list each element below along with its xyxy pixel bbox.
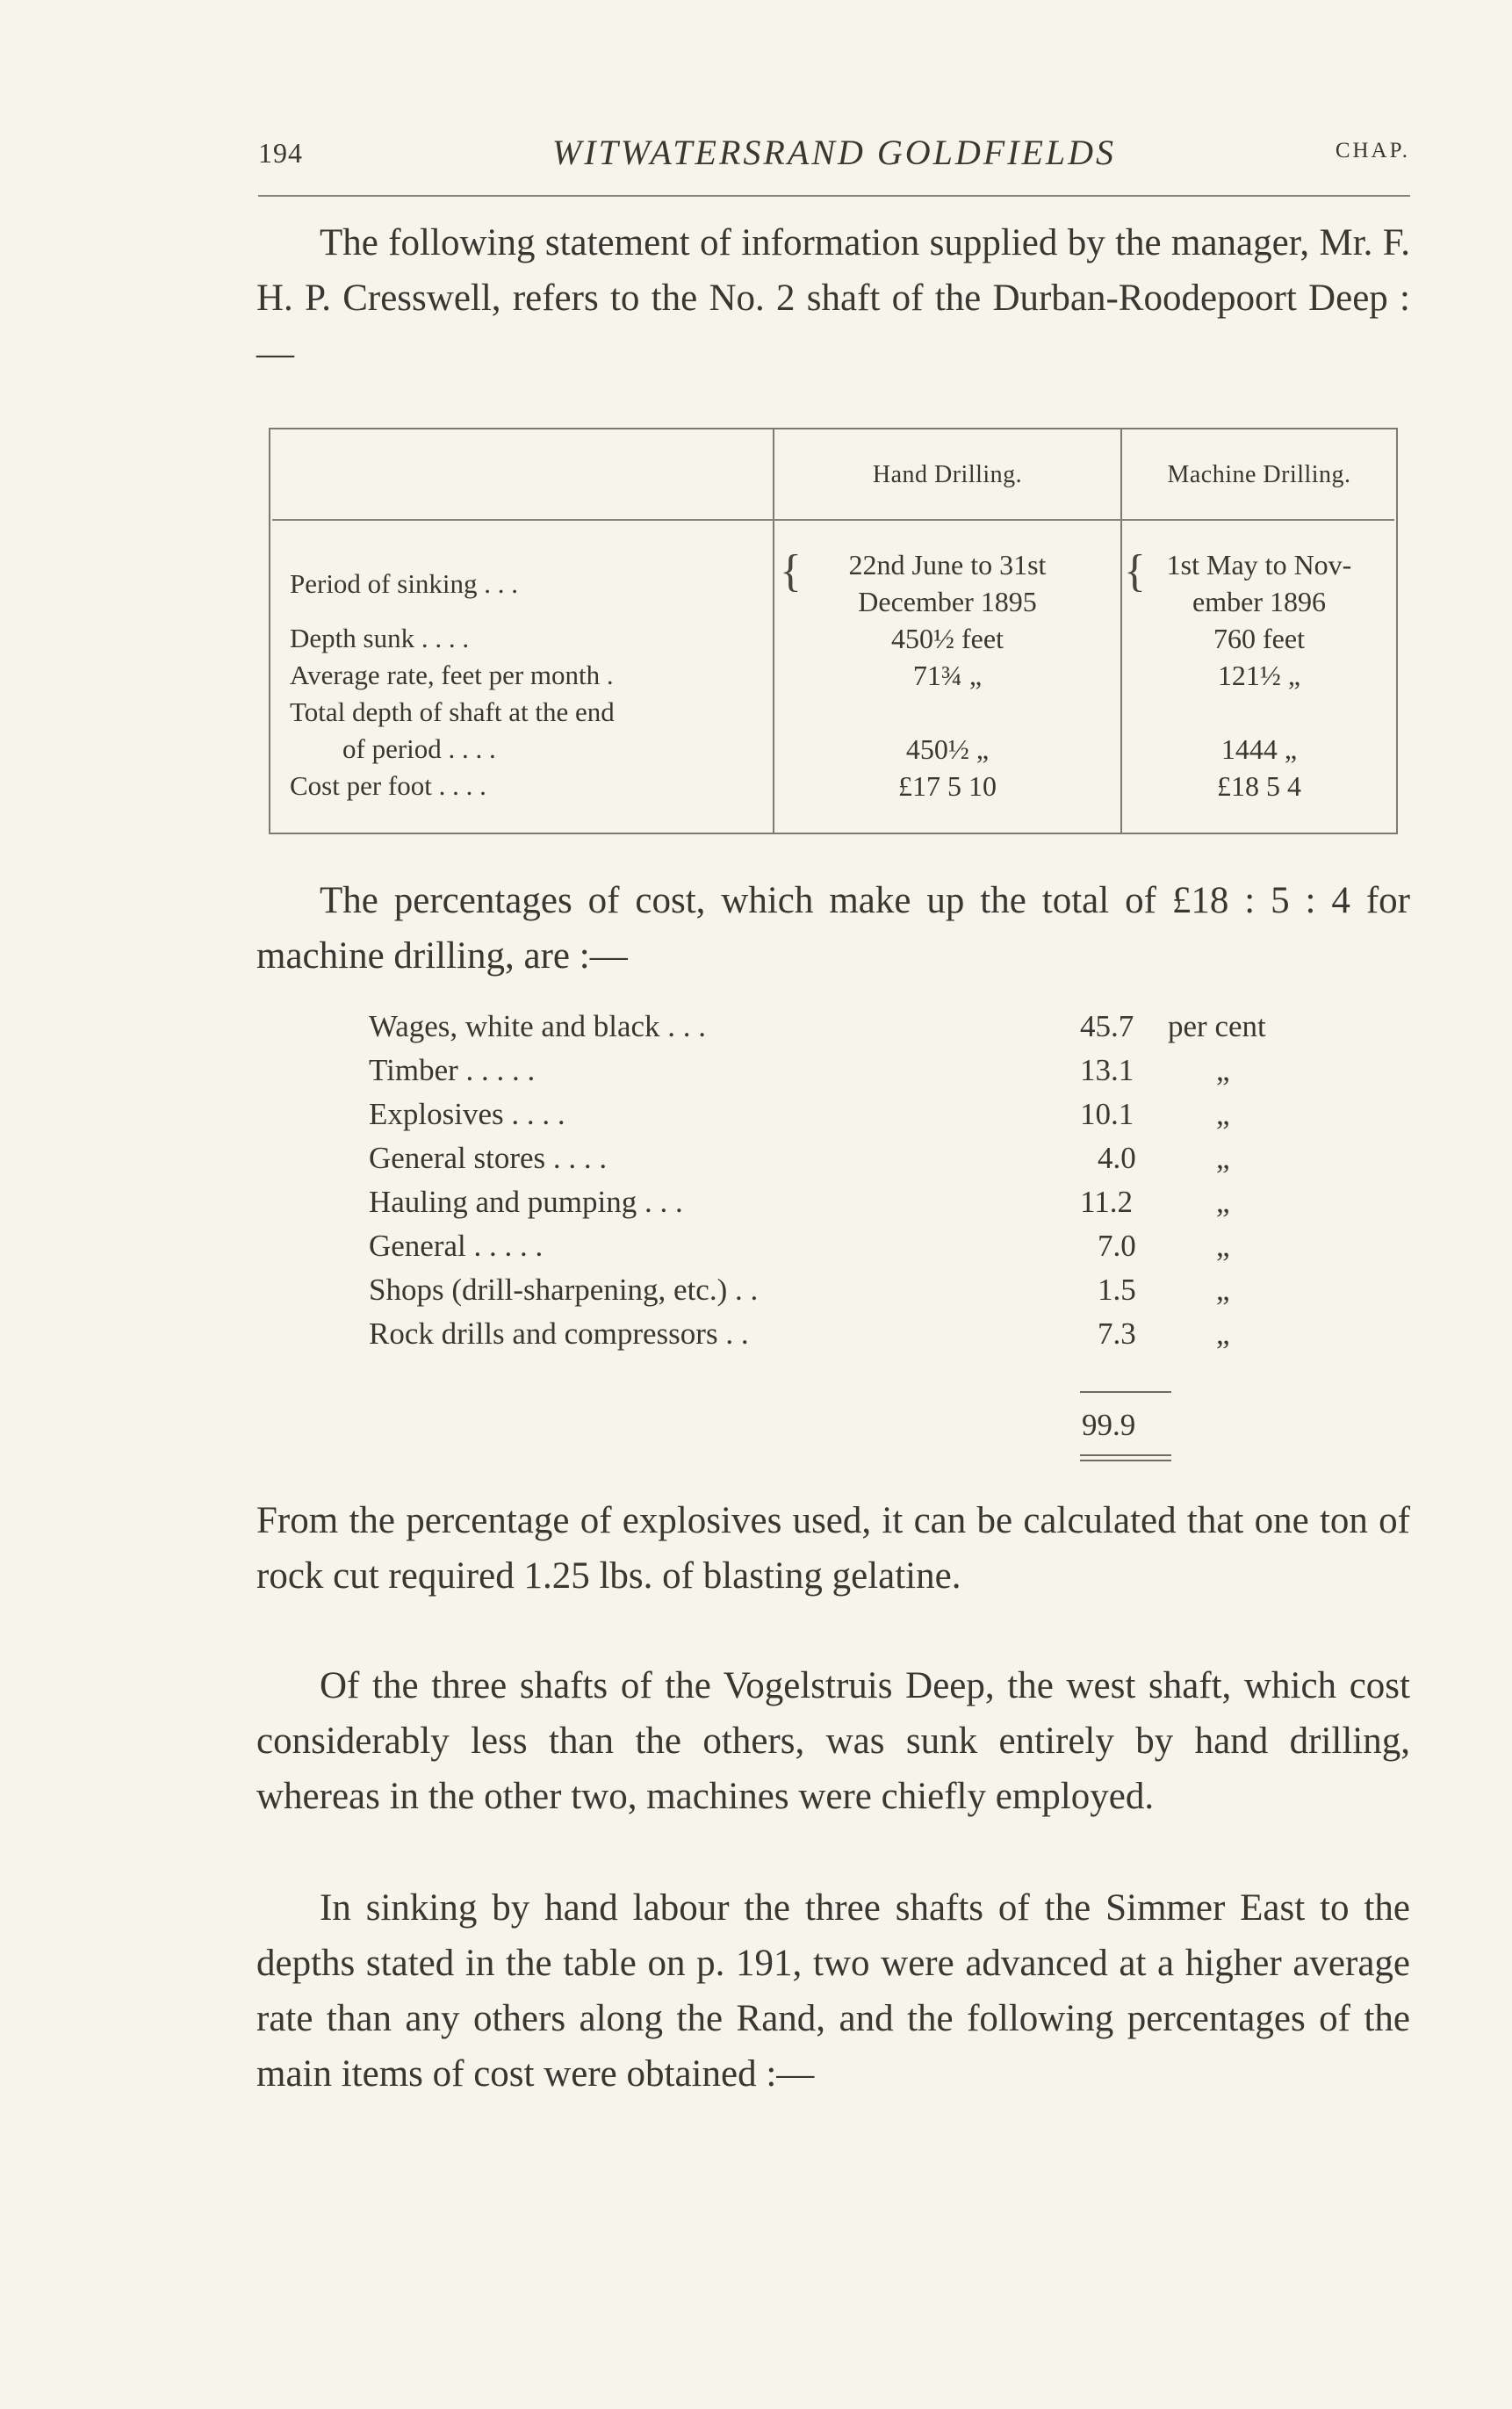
total-double-rule <box>1080 1460 1171 1461</box>
list-item <box>369 1009 1300 1053</box>
paragraph-explosives: From the percentage of explosives used, it can be calculated that one ton of rock cut required 1.25 lbs. of blasting gelatine. <box>256 1500 1410 1597</box>
item-unit: „ <box>1216 1141 1230 1175</box>
table-left-rule <box>269 428 270 834</box>
list-item <box>369 1053 1300 1097</box>
item-unit: „ <box>1216 1097 1230 1131</box>
item-unit: „ <box>1216 1053 1230 1087</box>
cell-hand-depth: 450½ feet <box>891 623 1004 654</box>
list-item <box>369 1141 1300 1185</box>
table-top-rule <box>269 428 1398 429</box>
cell-hand-cost: £17 5 10 <box>898 770 997 802</box>
cell-machine-period-line2: ember 1896 <box>1192 586 1326 617</box>
chapter-label: CHAP. <box>1335 139 1410 162</box>
table-bottom-rule <box>269 833 1398 834</box>
total-double-rule <box>1080 1454 1171 1456</box>
cell-hand-rate: 71¾ „ <box>912 660 983 691</box>
item-value: 4.0 <box>1098 1141 1136 1175</box>
brace-glyph: { <box>780 546 802 596</box>
list-item <box>369 1185 1300 1229</box>
item-label: Wages, white and black . . . <box>369 1009 707 1043</box>
item-value: 7.0 <box>1098 1229 1136 1263</box>
row-label-period: Period of sinking . . . <box>290 568 519 599</box>
table-column-divider <box>1120 428 1122 834</box>
row-label-rate: Average rate, feet per month . <box>290 660 614 690</box>
paragraph-percentages-intro: The percentages of cost, which make up the total of £18 : 5 : 4 for machine drilling, are :— <box>256 880 1410 977</box>
cell-machine-cost: £18 5 4 <box>1217 770 1301 802</box>
cell-machine-rate: 121½ „ <box>1217 660 1301 691</box>
list-item <box>369 1273 1300 1316</box>
item-label: Shops (drill-sharpening, etc.) . . <box>369 1273 759 1307</box>
brace-glyph: { <box>1124 546 1146 596</box>
total-rule <box>1080 1391 1171 1393</box>
item-value: 11.2 <box>1080 1185 1133 1219</box>
item-label: Hauling and pumping . . . <box>369 1185 683 1219</box>
item-value: 1.5 <box>1098 1273 1136 1307</box>
paragraph-vogelstruis: Of the three shafts of the Vogelstruis Deep, the west shaft, which cost considerably less than the others, was sunk entirely by hand drilling, whereas in the other two, machines were chiefly employed. <box>256 1665 1410 1817</box>
item-label: Timber . . . . . <box>369 1053 536 1087</box>
paragraph-intro: The following statement of information supplied by the manager, Mr. F. H. P. Cresswell, refers to the No. 2 shaft of the Durban-Roodepoort Deep :— <box>256 222 1410 374</box>
item-unit: „ <box>1216 1185 1230 1219</box>
running-head <box>258 132 1410 176</box>
item-value: 13.1 <box>1080 1053 1134 1087</box>
cell-hand-period-line2: December 1895 <box>858 586 1037 617</box>
table-column-divider <box>773 428 774 834</box>
item-label: General stores . . . . <box>369 1141 608 1175</box>
cell-machine-total-depth: 1444 „ <box>1220 733 1298 765</box>
list-item <box>369 1097 1300 1141</box>
item-unit: „ <box>1216 1273 1230 1307</box>
column-header-hand-drilling: Hand Drilling. <box>872 461 1023 488</box>
item-value: 7.3 <box>1098 1316 1136 1351</box>
paragraph-simmer-east: In sinking by hand labour the three shafts of the Simmer East to the depths stated in the table on p. 191, two were advanced at a higher average rate than any others along the Rand, and the following percentages of the main items of cost were obtained :— <box>256 1887 1410 2095</box>
item-label: General . . . . . <box>369 1229 544 1263</box>
item-label: Explosives . . . . <box>369 1097 565 1131</box>
item-unit: „ <box>1216 1229 1230 1263</box>
cell-machine-depth: 760 feet <box>1213 623 1305 654</box>
item-value: 45.7 <box>1080 1009 1134 1043</box>
cell-hand-period-line1: 22nd June to 31st <box>848 549 1047 581</box>
item-label: Rock drills and compressors . . <box>369 1316 749 1351</box>
sinking-table <box>269 428 1398 834</box>
cell-hand-total-depth: 450½ „ <box>905 733 990 765</box>
table-right-rule <box>1396 428 1398 834</box>
item-value: 10.1 <box>1080 1097 1134 1131</box>
row-label-total-depth-line2: of period . . . . <box>342 733 496 764</box>
item-unit: per cent <box>1168 1009 1266 1043</box>
header-rule <box>258 195 1410 197</box>
item-unit: „ <box>1216 1316 1230 1351</box>
percentage-total: 99.9 <box>1082 1408 1136 1442</box>
column-header-machine-drilling: Machine Drilling. <box>1167 461 1351 488</box>
row-label-total-depth-line1: Total depth of shaft at the end <box>290 696 615 727</box>
cell-machine-period-line1: 1st May to Nov- <box>1166 549 1352 581</box>
list-item <box>369 1229 1300 1273</box>
running-title: WITWATERSRAND GOLDFIELDS <box>551 133 1117 172</box>
row-label-cost: Cost per foot . . . . <box>290 770 486 801</box>
row-label-depth: Depth sunk . . . . <box>290 623 470 653</box>
list-item <box>369 1316 1300 1360</box>
table-header-rule <box>272 519 1394 521</box>
page-number: 194 <box>258 137 303 169</box>
